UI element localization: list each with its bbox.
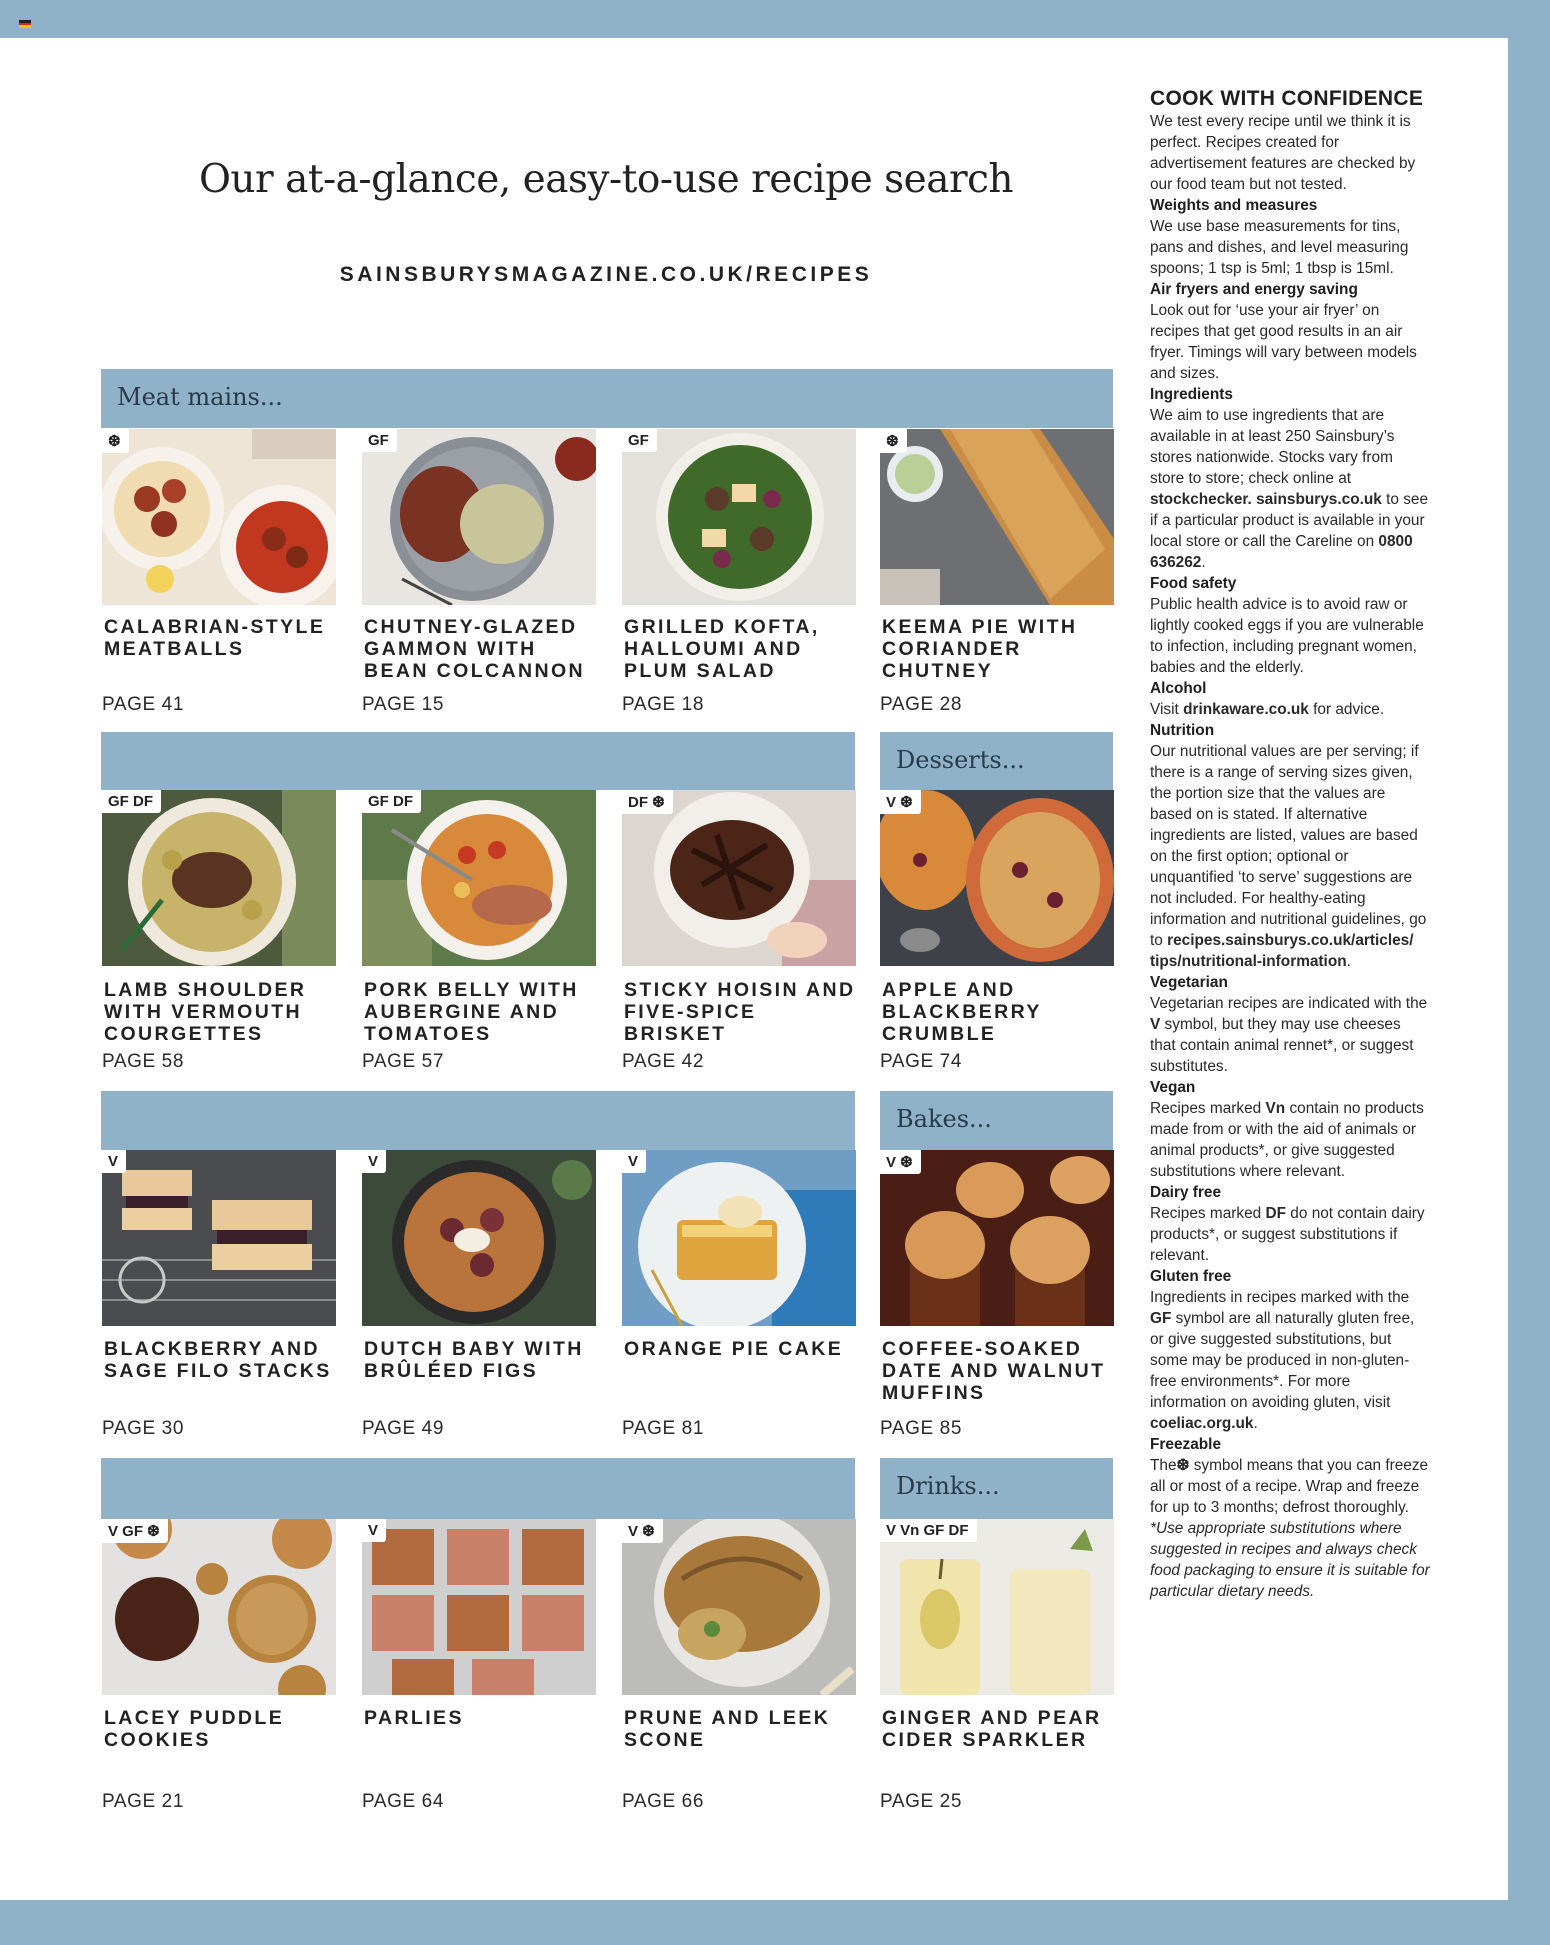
recipe-page-number: PAGE 41 (102, 694, 184, 715)
diet-badge: ❆ (880, 429, 907, 453)
recipe-photo (880, 1519, 1114, 1695)
recipe-page-number: PAGE 57 (362, 1051, 444, 1072)
recipe-photo (362, 790, 596, 966)
flag-icon (19, 20, 31, 28)
diet-badge: GF (362, 429, 397, 452)
recipe-page-number: PAGE 21 (102, 1791, 184, 1812)
recipe-page-number: PAGE 66 (622, 1791, 704, 1812)
recipe-page-number: PAGE 18 (622, 694, 704, 715)
recipe-photo (362, 1150, 596, 1326)
section-band-desserts (880, 732, 1113, 790)
sidebar-heading: Dairy free (1150, 1184, 1222, 1201)
diet-badge: GF DF (362, 790, 421, 813)
diet-badge: V (102, 1150, 126, 1173)
recipe-photo (880, 429, 1114, 605)
recipe-photo (102, 1150, 336, 1326)
page-title: Our at-a-glance, easy-to-use recipe search (198, 157, 1014, 202)
recipe-title: GRILLED KOFTA, HALLOUMI AND PLUM SALAD (624, 616, 820, 682)
section-band-drinks (880, 1458, 1113, 1519)
recipe-page-number: PAGE 15 (362, 694, 444, 715)
diet-badge: V ❆ (622, 1519, 663, 1543)
section-label-drinks: Drinks... (896, 1472, 1000, 1500)
recipe-page-number: PAGE 28 (880, 694, 962, 715)
sidebar-text: Vegetarian recipes are indicated with the V symbol, but they may use cheeses that contain animal rennet*, or suggest substitutes. (1150, 995, 1428, 1075)
snowflake-icon: ❆ (1176, 1457, 1190, 1474)
sidebar-text: We use base measurements for tins, pans and dishes, and level measuring spoons; 1 tsp is 5ml; 1 tbsp is 15ml. (1150, 218, 1409, 277)
sidebar-heading: Food safety (1150, 575, 1237, 592)
recipe-photo (622, 1150, 856, 1326)
section-band-bakes (880, 1091, 1113, 1150)
recipe-page-number: PAGE 25 (880, 1791, 962, 1812)
section-band-row4 (101, 1458, 855, 1519)
recipe-photo (362, 1519, 596, 1695)
sidebar-heading: Ingredients (1150, 386, 1233, 403)
recipe-title: ORANGE PIE CAKE (624, 1338, 844, 1360)
diet-badge: V (362, 1519, 386, 1542)
diet-badge: V (622, 1150, 646, 1173)
recipe-title: PARLIES (364, 1707, 464, 1729)
recipe-title: PORK BELLY WITH AUBERGINE AND TOMATOES (364, 979, 579, 1045)
sidebar-heading: Alcohol (1150, 680, 1207, 697)
section-band-meat (101, 369, 1113, 428)
recipe-photo (102, 429, 336, 605)
recipes-url-link[interactable]: SAINSBURYSMAGAZINE.CO.UK/RECIPES (339, 263, 873, 286)
diet-badge: ❆ (102, 429, 129, 453)
recipe-page-number: PAGE 49 (362, 1418, 444, 1439)
diet-badge: DF ❆ (622, 790, 673, 814)
section-label-meat: Meat mains... (117, 383, 283, 411)
sidebar-text: Recipes marked Vn contain no products made from or with the aid of animals or animal products*, or give suggested substitutions where relevant. (1150, 1100, 1424, 1180)
sidebar-text: Look out for ‘use your air fryer’ on recipes that get good results in an air fryer. Timings will vary between models and sizes. (1150, 302, 1417, 382)
recipe-photo (102, 1519, 336, 1695)
diet-badge: V GF ❆ (102, 1519, 168, 1543)
recipe-title: KEEMA PIE WITH CORIANDER CHUTNEY (882, 616, 1078, 682)
sidebar-heading: Gluten free (1150, 1268, 1232, 1285)
sidebar-text: We aim to use ingredients that are available in at least 250 Sainsbury’s stores nationwide. Stocks vary from store to store; check online at stockchecker. sainsburys.co.uk to see if a particular product is available in your local store or call the Careline on 0800 636262. (1150, 407, 1429, 571)
diet-badge: V Vn GF DF (880, 1519, 977, 1542)
stockchecker-link[interactable]: stockchecker. sainsburys.co.uk (1150, 491, 1382, 508)
diet-badge: V ❆ (880, 790, 921, 814)
recipe-title: LACEY PUDDLE COOKIES (104, 1707, 285, 1751)
recipe-title: APPLE AND BLACKBERRY CRUMBLE (882, 979, 1042, 1045)
sidebar-heading: Freezable (1150, 1436, 1222, 1453)
recipe-photo (622, 429, 856, 605)
recipe-page-number: PAGE 81 (622, 1418, 704, 1439)
recipe-photo (622, 1519, 856, 1695)
recipe-page-number: PAGE 42 (622, 1051, 704, 1072)
sidebar-text: The❆ symbol means that you can freeze all or most of a recipe. Wrap and freeze for up to 3 months; defrost thoroughly. (1150, 1457, 1429, 1516)
section-band-row2 (101, 732, 855, 790)
diet-badge: V (362, 1150, 386, 1173)
diet-badge: V ❆ (880, 1150, 921, 1174)
recipe-title: CHUTNEY-GLAZED GAMMON WITH BEAN COLCANNON (364, 616, 586, 682)
sidebar-heading: Vegetarian (1150, 974, 1228, 991)
recipe-photo (362, 429, 596, 605)
recipe-page-number: PAGE 58 (102, 1051, 184, 1072)
sidebar-text: Recipes marked DF do not contain dairy products*, or suggest substitutions if relevant. (1150, 1205, 1425, 1264)
recipe-page-number: PAGE 74 (880, 1051, 962, 1072)
recipe-title: DUTCH BABY WITH BRÛLÉED FIGS (364, 1338, 584, 1382)
recipe-title: LAMB SHOULDER WITH VERMOUTH COURGETTES (104, 979, 307, 1045)
sidebar-heading: Weights and measures (1150, 197, 1318, 214)
recipe-photo (880, 790, 1114, 966)
diet-badge: GF DF (102, 790, 161, 813)
sidebar-text: Ingredients in recipes marked with the GF symbol are all naturally gluten free, or give suggested substitutions, but some may be produced in non-gluten-free environments*. For more information on avoiding gluten, visit coeliac.org.uk. (1150, 1289, 1415, 1432)
recipe-page-number: PAGE 85 (880, 1418, 962, 1439)
sidebar-heading: Air fryers and energy saving (1150, 281, 1358, 298)
drinkaware-link[interactable]: drinkaware.co.uk (1183, 701, 1309, 718)
sidebar-text: Visit drinkaware.co.uk for advice. (1150, 701, 1385, 718)
careline-phone: 0800 636262 (1150, 533, 1413, 571)
recipe-photo (102, 790, 336, 966)
nutrition-info-link[interactable]: recipes.sainsburys.co.uk/articles/ tips/nutritional-information (1150, 932, 1414, 970)
recipe-title: GINGER AND PEAR CIDER SPARKLER (882, 1707, 1102, 1751)
recipe-photo (622, 790, 856, 966)
recipe-title: COFFEE-SOAKED DATE AND WALNUT MUFFINS (882, 1338, 1106, 1404)
section-label-bakes: Bakes... (896, 1105, 992, 1133)
coeliac-link[interactable]: coeliac.org.uk (1150, 1415, 1254, 1432)
sidebar-text: Public health advice is to avoid raw or lightly cooked eggs if you are vulnerable to infection, including pregnant women, babies and the elderly. (1150, 596, 1424, 676)
recipe-page-number: PAGE 30 (102, 1418, 184, 1439)
recipe-title: STICKY HOISIN AND FIVE-SPICE BRISKET (624, 979, 856, 1045)
section-label-desserts: Desserts... (896, 746, 1025, 774)
section-band-row3 (101, 1091, 855, 1150)
sidebar-text: Our nutritional values are per serving; if there is a range of serving sizes given, the portion size that the values are based on is stated. If alternative ingredients are listed, values are based on the first option; optional or unquantified ‘to serve’ suggestions are not included. For healthy-eating information and nutritional guidelines, go to recipes.sainsburys.co.uk/articles/ tips/nutritional-information. (1150, 743, 1427, 970)
recipe-title: CALABRIAN-STYLE MEATBALLS (104, 616, 326, 660)
recipe-page-number: PAGE 64 (362, 1791, 444, 1812)
sidebar-heading: Vegan (1150, 1079, 1196, 1096)
sidebar-heading: Nutrition (1150, 722, 1215, 739)
recipe-photo (880, 1150, 1114, 1326)
sidebar-footnote: *Use appropriate substitutions where suggested in recipes and always check food packaging to ensure it is suitable for particular dietary needs. (1150, 1520, 1430, 1600)
diet-badge: GF (622, 429, 657, 452)
recipe-title: BLACKBERRY AND SAGE FILO STACKS (104, 1338, 332, 1382)
sidebar-title: COOK WITH CONFIDENCE (1150, 87, 1424, 110)
recipe-title: PRUNE AND LEEK SCONE (624, 1707, 831, 1751)
cook-with-confidence-panel (1150, 86, 1430, 1602)
sidebar-intro: We test every recipe until we think it is perfect. Recipes created for advertisement features are checked by our food team but not tested. (1150, 113, 1416, 193)
